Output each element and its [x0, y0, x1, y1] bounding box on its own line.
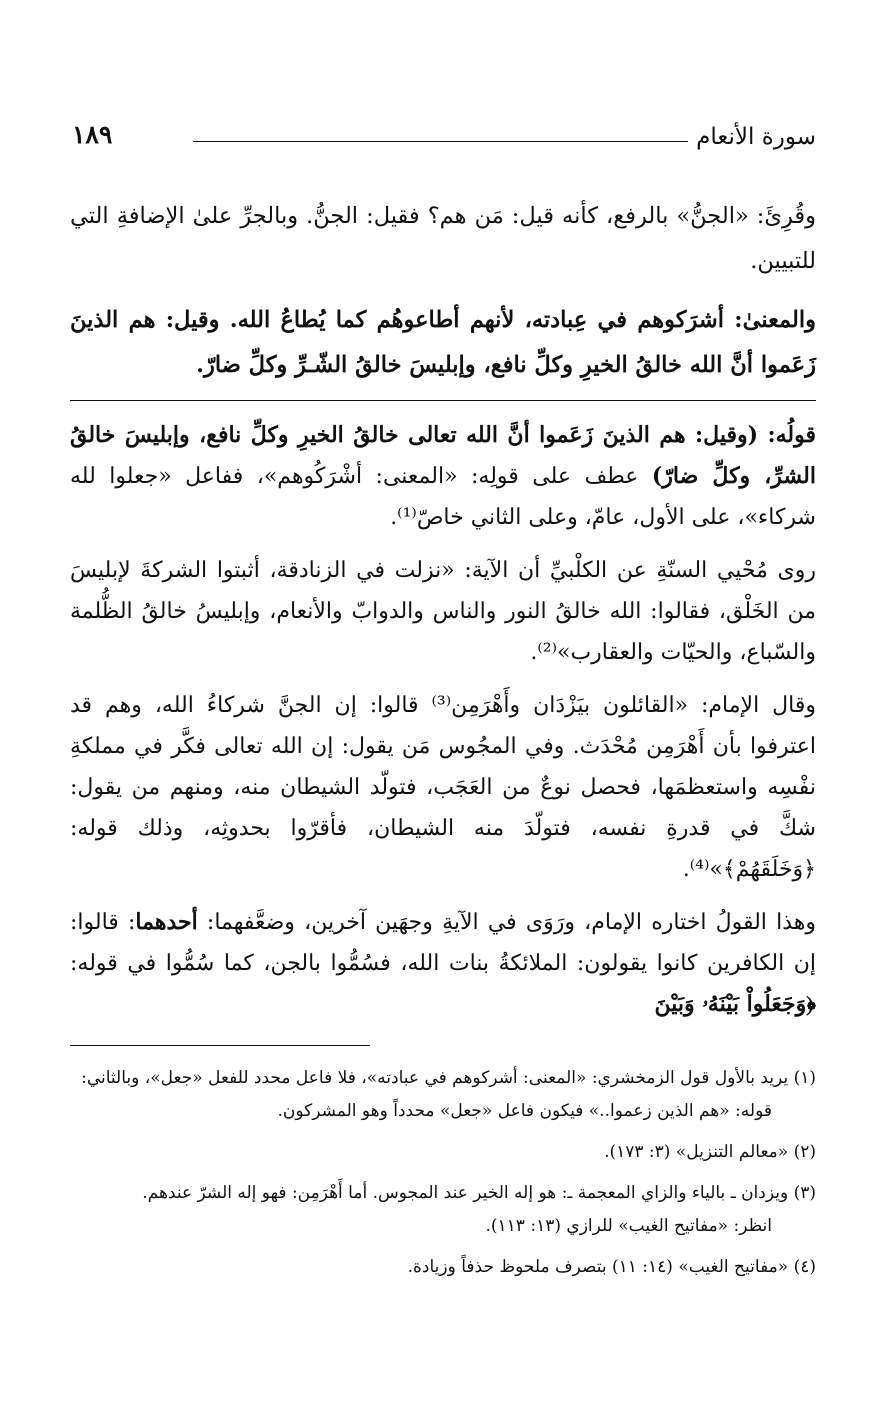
footnote-text: انظر: «مفاتيح الغيب» للرازي (١٣: ١١٣). — [485, 1216, 772, 1236]
header-rule — [193, 141, 688, 142]
footnote-3 — [70, 1177, 816, 1243]
commentary-section — [70, 415, 816, 1025]
footnotes — [70, 1062, 816, 1284]
running-header — [70, 110, 816, 160]
footnote-text: (٣) ويزدان ـ بالياء والزاي المعجمة ـ: هو إله الخير عند المجوس. أما أَهْرَمِن: فهو إله الشرّ عندهم. — [142, 1183, 816, 1203]
footnote-2: (٢) «معالم التنزيل» (٣: ١٧٣). — [604, 1142, 816, 1162]
text-divider — [70, 400, 816, 401]
footnote-4: (٤) «مفاتيح الغيب» (١٤: ١١) بتصرف ملحوظ حذفاً وزيادة. — [407, 1257, 816, 1277]
footnote-rule — [70, 1045, 370, 1046]
commentary-paragraph: وقال الإمام: «القائلون بيَزْدَان وأَهْرَمِن⁽³⁾ قالوا: إن الجنَّ شركاءُ الله، وهم قد اعترفوا بأن أَهْرَمِن مُحْدَث. وفي المجُوس مَن يقول: إن الله تعالى فكَّر في مملكةِ نفْسِه واستعظمَها، فحصل نوعٌ من العَجَب، فتولّد الشيطان منه، ومنهم من يقول: شكَّ في قدرةِ نفسه، فتولّدَ منه الشيطان، فأقرّوا بحدوثِه، وذلك قوله: ﴿وَخَلَقَهُمْ﴾»⁽⁴⁾. — [70, 693, 816, 882]
keyword-ahaduhuma: أحدهما — [135, 909, 198, 935]
matn-paragraph: والمعنىٰ: أشرَكوهم في عِبادته، لأنهم أطاعوهُم كما يُطاعُ الله. وقيل: هم الذينَ زَعَموا أنَّ الله خالقُ الخيرِ وكلِّ نافع، وإبليسَ خالقُ الشّـرِّ وكلِّ ضارّ. — [70, 307, 816, 378]
quoted-matn: قولُه: (وقيل: هم الذينَ زَعَموا أنَّ الله تعالى خالقُ الخيرِ وكلِّ نافع، وإبليسَ خالقُ الشرِّ، وكلِّ ضارّ) — [70, 422, 816, 489]
page-number: ١٨٩ — [72, 120, 113, 149]
commentary-text: : قالوا: إن الكافرين كانوا يقولون: الملائكةُ بنات الله، فسُمُّوا بالجن، كما سُمُّوا في قوله: — [70, 910, 816, 976]
commentary-paragraph: روى مُحْيي السنّةِ عن الكلْبيِّ أن الآية: «نزلت في الزنادقة، أثبتوا الشركةَ لإبليسَ من الخَلْق، فقالوا: الله خالقُ النور والناس والدوابّ والأنعام، وإبليسُ خالقُ الظُّلمة والسّباع، والحيّات والعقارب»⁽²⁾. — [70, 558, 816, 665]
commentary-text: عطف على قولِه: «المعنى: أشْرَكُوهم»، ففاعل «جعلوا لله شركاء»، على الأول، عامّ، وعلى الثاني خاصّ⁽¹⁾. — [70, 464, 816, 530]
footnote-text: (١) يريد بالأول قول الزمخشري: «المعنى: أشركوهم في عبادته»، فلا فاعل محدد للفعل «جعل»، وبالثاني: — [81, 1068, 816, 1088]
commentary-text: وهذا القولُ اختاره الإمام، ورَوَى في الآيةِ وجهَين آخرين، وضعَّفهما: — [197, 910, 816, 935]
quran-quote: ﴿وَجَعَلُواْ بَيْنَهُۥ وَبَيْنَ — [654, 991, 816, 1017]
book-page — [70, 110, 816, 1292]
commentary-paragraph — [70, 415, 816, 538]
footnote-text: قوله: «هم الذين زعموا..» فيكون فاعل «جعل» محدداً وهو المشركون. — [277, 1101, 772, 1121]
footnote-1 — [70, 1062, 816, 1128]
commentary-paragraph — [70, 902, 816, 1025]
matn-paragraph: وقُرِئَ: «الجنُّ» بالرفع، كأنه قيل: مَن هم؟ فقيل: الجنُّ. وبالجرِّ علىٰ الإضافةِ التي للتبيين. — [70, 203, 816, 274]
surah-title: سورة الأنعام — [696, 124, 816, 150]
